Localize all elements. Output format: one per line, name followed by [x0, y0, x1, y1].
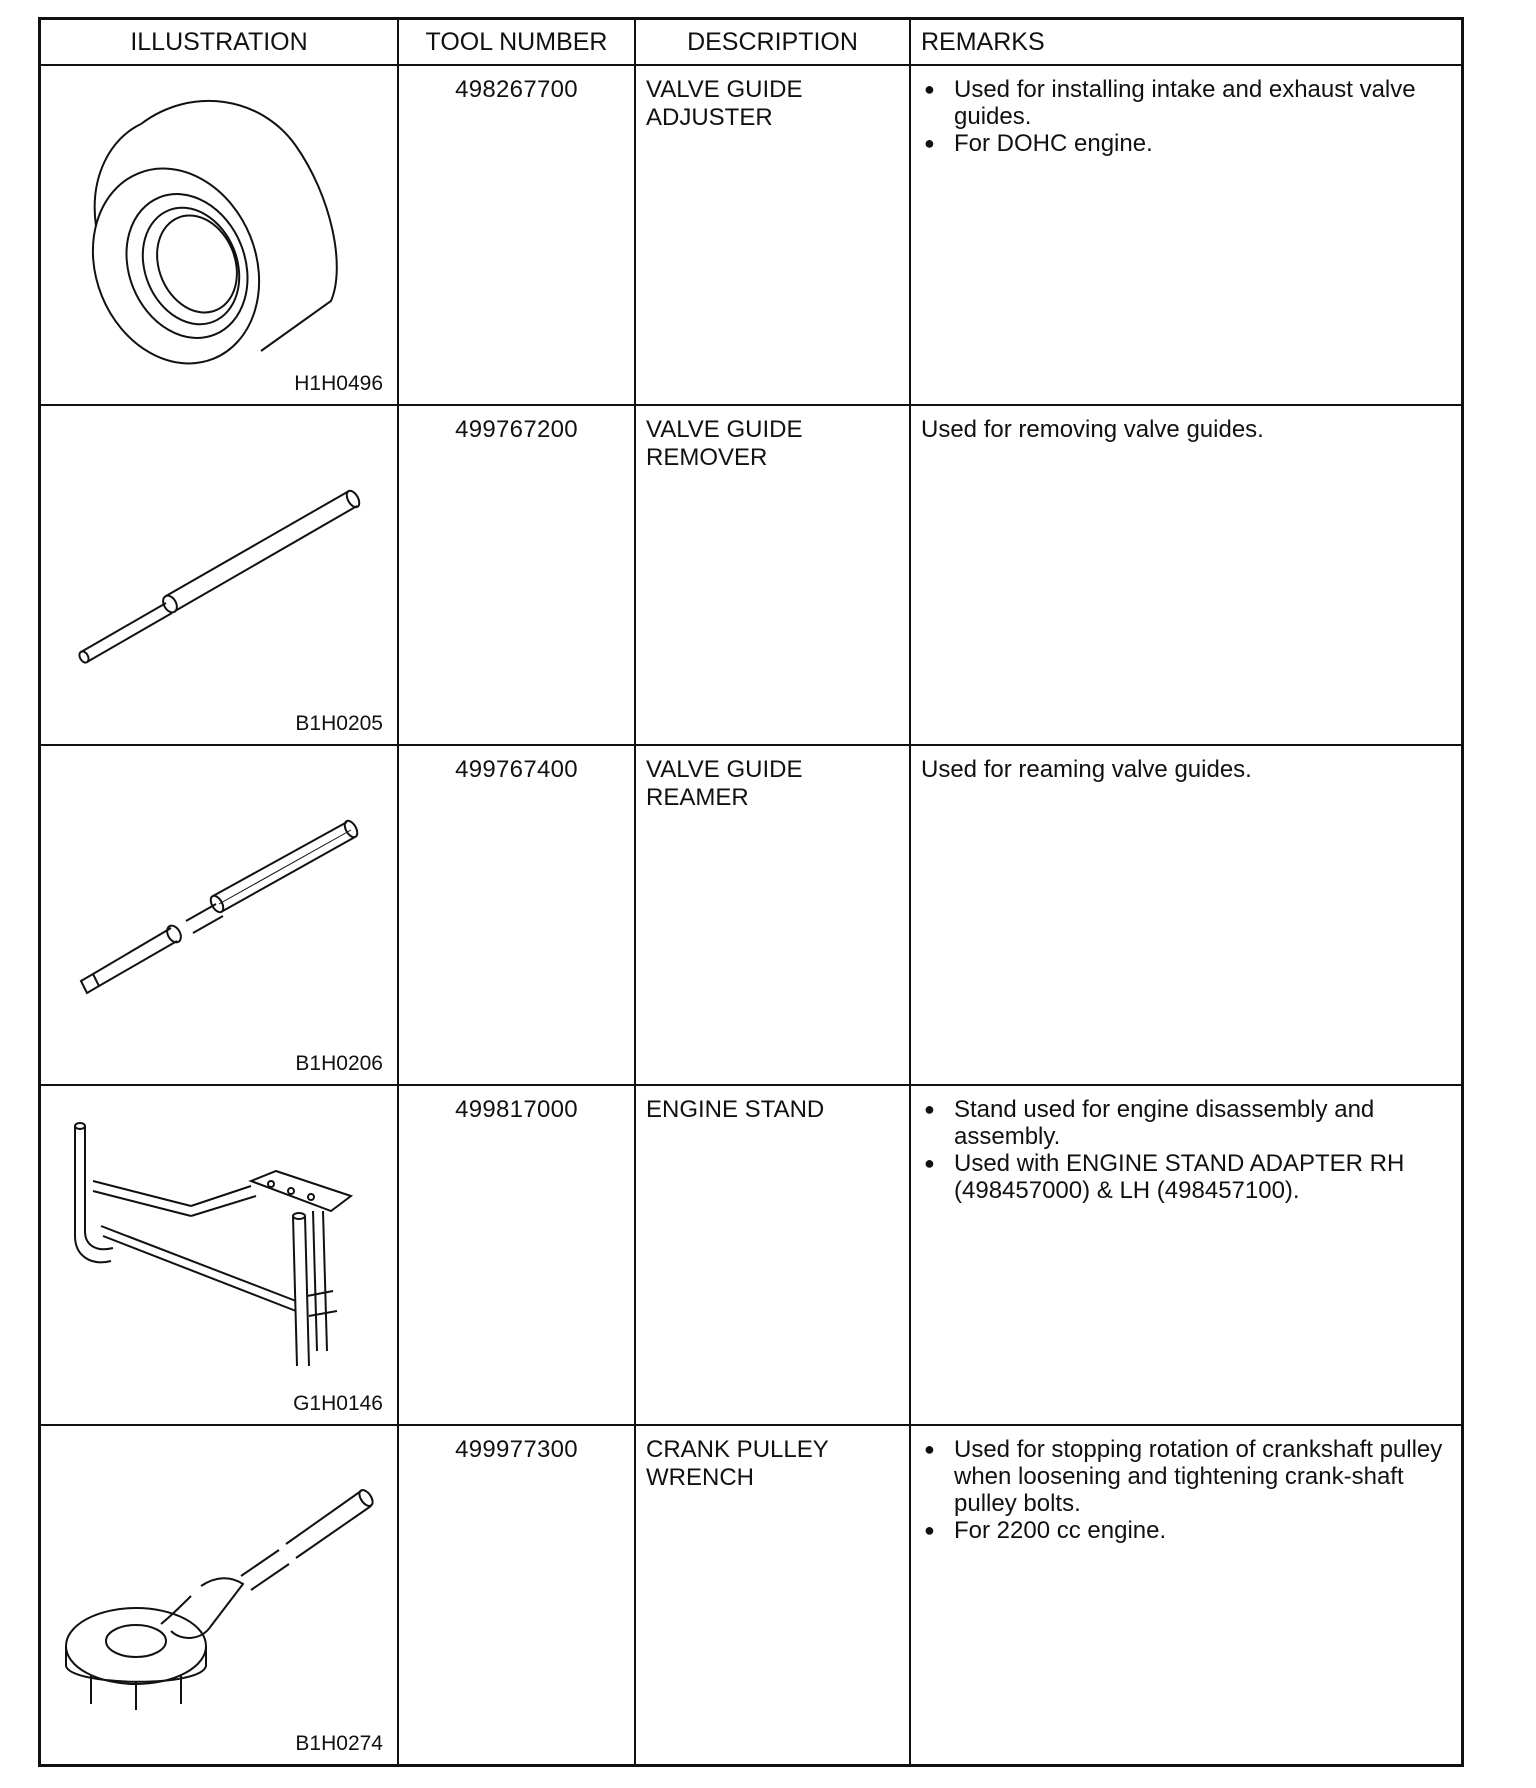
- crank-pulley-wrench-icon: [41, 1426, 397, 1764]
- valve-guide-remover-icon: [41, 406, 397, 744]
- header-tool-number: TOOL NUMBER: [399, 20, 636, 64]
- illustration-code: G1H0146: [293, 1392, 383, 1415]
- table-row: [41, 746, 1461, 1086]
- description-line: REMOVER: [646, 444, 768, 471]
- table-header: [41, 20, 1461, 66]
- description-line: CRANK PULLEY: [646, 1436, 829, 1463]
- valve-guide-reamer-icon: [41, 746, 397, 1084]
- remark-text: Used for reaming valve guides.: [921, 756, 1252, 783]
- description: [636, 66, 911, 404]
- tool-number: 499817000: [399, 1086, 636, 1424]
- tool-number: 499767400: [399, 746, 636, 1084]
- description-line: VALVE GUIDE: [646, 756, 803, 783]
- illustration-cell: [41, 1086, 399, 1424]
- description: [636, 1086, 911, 1424]
- illustration-cell: [41, 746, 399, 1084]
- header-description: DESCRIPTION: [636, 20, 911, 64]
- remarks: [911, 406, 1461, 744]
- header-remarks: REMARKS: [921, 28, 1045, 56]
- table-row: [41, 66, 1461, 406]
- table-row: [41, 1086, 1461, 1426]
- description: [636, 1426, 911, 1764]
- illustration-cell: [41, 66, 399, 404]
- illustration-code: B1H0206: [295, 1052, 383, 1075]
- remarks: [911, 1426, 1461, 1764]
- illustration-cell: [41, 1426, 399, 1764]
- remarks: [911, 746, 1461, 1084]
- illustration-code: B1H0205: [295, 712, 383, 735]
- remark-item: ● Used for stopping rotation of crankshaft pulley when loosening and tightening crank-shaft pulley bolts.: [921, 1436, 1445, 1517]
- remark-item: ● Stand used for engine disassembly and assembly.: [921, 1096, 1445, 1150]
- valve-guide-adjuster-icon: [41, 66, 397, 404]
- engine-stand-icon: [41, 1086, 397, 1424]
- remarks: [911, 66, 1461, 404]
- tool-number: 499767200: [399, 406, 636, 744]
- remark-item: ● Used for installing intake and exhaust valve guides.: [921, 76, 1445, 130]
- description: [636, 746, 911, 1084]
- description-line: REAMER: [646, 784, 749, 811]
- description-line: WRENCH: [646, 1464, 754, 1491]
- illustration-code: H1H0496: [294, 372, 383, 395]
- remark-item: ● For DOHC engine.: [921, 130, 1445, 157]
- description-line: VALVE GUIDE: [646, 416, 803, 443]
- illustration-cell: [41, 406, 399, 744]
- description-line: ENGINE STAND: [646, 1096, 825, 1123]
- remarks: [911, 1086, 1461, 1424]
- description-line: VALVE GUIDE: [646, 76, 803, 103]
- description-line: ADJUSTER: [646, 104, 773, 131]
- table-row: [41, 406, 1461, 746]
- remark-item: ● For 2200 cc engine.: [921, 1517, 1445, 1544]
- illustration-code: B1H0274: [295, 1732, 383, 1755]
- header-illustration: ILLUSTRATION: [41, 20, 399, 64]
- remark-item: ● Used with ENGINE STAND ADAPTER RH (498457000) & LH (498457100).: [921, 1150, 1445, 1204]
- description: [636, 406, 911, 744]
- tool-number: 498267700: [399, 66, 636, 404]
- special-tools-table: [38, 17, 1464, 1767]
- remark-text: Used for removing valve guides.: [921, 416, 1264, 443]
- tool-number: 499977300: [399, 1426, 636, 1764]
- table-row: [41, 1426, 1461, 1764]
